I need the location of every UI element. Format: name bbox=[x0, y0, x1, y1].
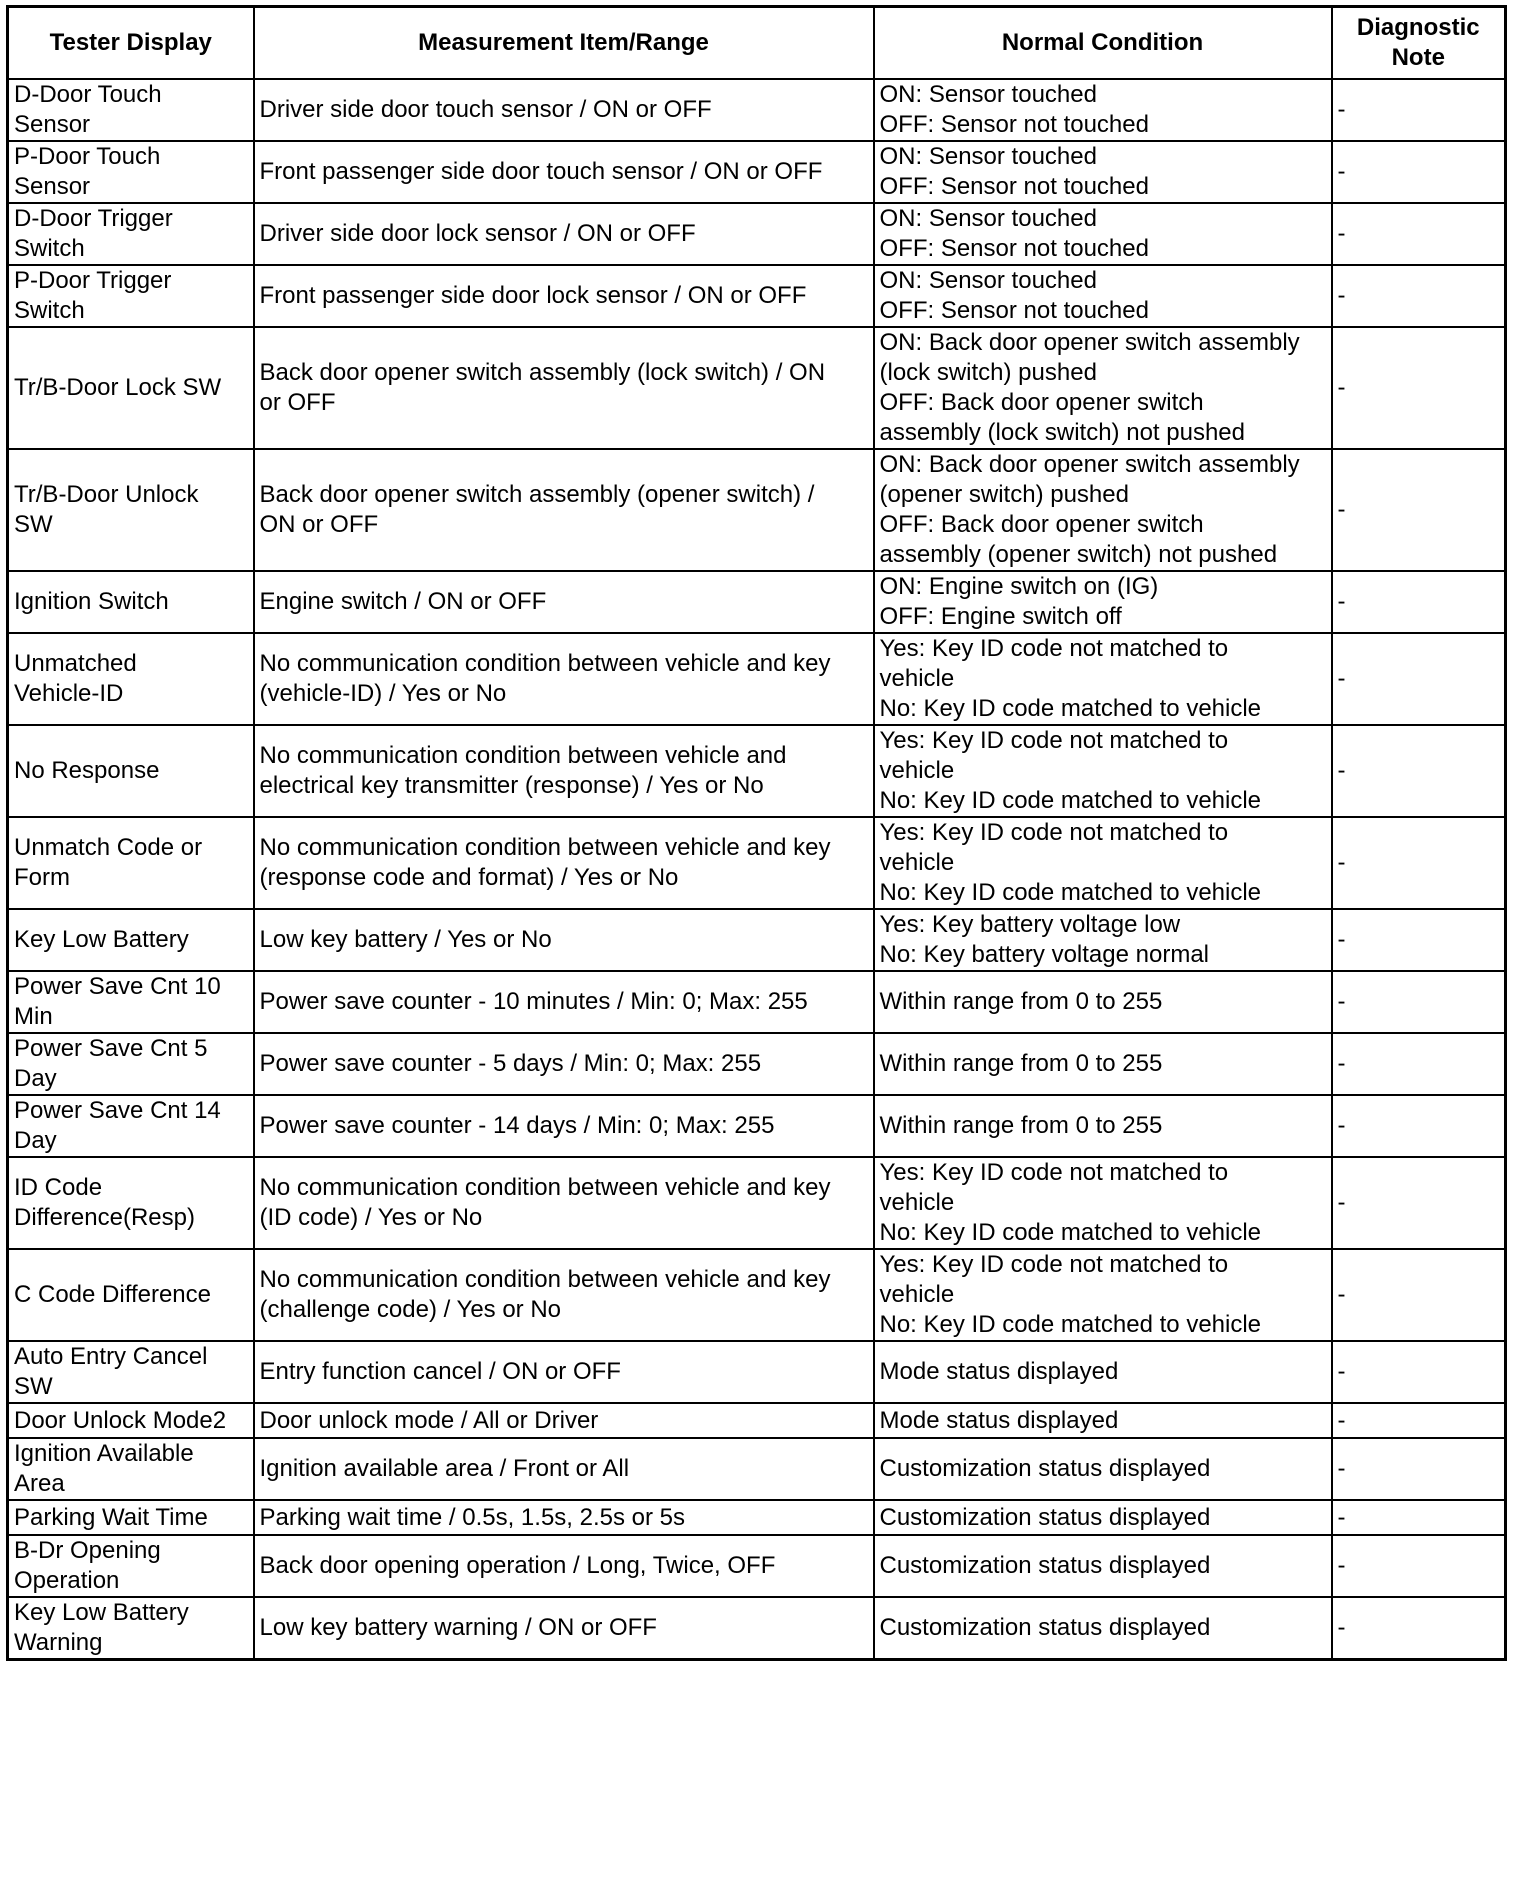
cell-measurement: Parking wait time / 0.5s, 1.5s, 2.5s or 5s bbox=[254, 1500, 874, 1535]
cell-measurement: Door unlock mode / All or Driver bbox=[254, 1403, 874, 1438]
cell-measurement: Power save counter - 10 minutes / Min: 0; Max: 255 bbox=[254, 971, 874, 1033]
cell-tester-display: Power Save Cnt 5 Day bbox=[8, 1033, 254, 1095]
table-row bbox=[8, 1095, 1506, 1157]
cell-diagnostic-note: - bbox=[1332, 633, 1506, 725]
cell-measurement: No communication condition between vehicle and key (vehicle-ID) / Yes or No bbox=[254, 633, 874, 725]
cell-diagnostic-note: - bbox=[1332, 1438, 1506, 1500]
table-row bbox=[8, 1597, 1506, 1660]
table-row bbox=[8, 571, 1506, 633]
cell-diagnostic-note: - bbox=[1332, 909, 1506, 971]
cell-tester-display: Key Low Battery bbox=[8, 909, 254, 971]
cell-tester-display: Power Save Cnt 14 Day bbox=[8, 1095, 254, 1157]
cell-tester-display: Door Unlock Mode2 bbox=[8, 1403, 254, 1438]
cell-tester-display: C Code Difference bbox=[8, 1249, 254, 1341]
cell-normal-condition: Within range from 0 to 255 bbox=[874, 1095, 1332, 1157]
cell-tester-display: Parking Wait Time bbox=[8, 1500, 254, 1535]
cell-normal-condition: ON: Sensor touched OFF: Sensor not touched bbox=[874, 203, 1332, 265]
table-row bbox=[8, 203, 1506, 265]
cell-normal-condition: Customization status displayed bbox=[874, 1500, 1332, 1535]
cell-measurement: No communication condition between vehicle and key (ID code) / Yes or No bbox=[254, 1157, 874, 1249]
cell-measurement: Power save counter - 14 days / Min: 0; Max: 255 bbox=[254, 1095, 874, 1157]
cell-diagnostic-note: - bbox=[1332, 265, 1506, 327]
cell-measurement: Back door opening operation / Long, Twice, OFF bbox=[254, 1535, 874, 1597]
cell-tester-display: Tr/B-Door Lock SW bbox=[8, 327, 254, 449]
cell-diagnostic-note: - bbox=[1332, 571, 1506, 633]
cell-diagnostic-note: - bbox=[1332, 79, 1506, 141]
cell-normal-condition: Yes: Key ID code not matched to vehicle No: Key ID code matched to vehicle bbox=[874, 1249, 1332, 1341]
header-tester-display: Tester Display bbox=[8, 7, 254, 80]
header-measurement: Measurement Item/Range bbox=[254, 7, 874, 80]
cell-measurement: Engine switch / ON or OFF bbox=[254, 571, 874, 633]
cell-tester-display: Power Save Cnt 10 Min bbox=[8, 971, 254, 1033]
cell-diagnostic-note: - bbox=[1332, 327, 1506, 449]
header-diagnostic-note: Diagnostic Note bbox=[1332, 7, 1506, 80]
cell-diagnostic-note: - bbox=[1332, 1249, 1506, 1341]
table-row bbox=[8, 725, 1506, 817]
cell-tester-display: P-Door Trigger Switch bbox=[8, 265, 254, 327]
data-list-table bbox=[6, 5, 1507, 1661]
cell-measurement: Low key battery / Yes or No bbox=[254, 909, 874, 971]
cell-diagnostic-note: - bbox=[1332, 203, 1506, 265]
cell-normal-condition: Yes: Key ID code not matched to vehicle No: Key ID code matched to vehicle bbox=[874, 817, 1332, 909]
table-row bbox=[8, 1403, 1506, 1438]
cell-measurement: Driver side door touch sensor / ON or OFF bbox=[254, 79, 874, 141]
header-row bbox=[8, 7, 1506, 80]
table-row bbox=[8, 1438, 1506, 1500]
cell-tester-display: Ignition Available Area bbox=[8, 1438, 254, 1500]
cell-normal-condition: Yes: Key ID code not matched to vehicle No: Key ID code matched to vehicle bbox=[874, 1157, 1332, 1249]
table-row bbox=[8, 1033, 1506, 1095]
spec-table-wrapper bbox=[6, 5, 1507, 1661]
cell-diagnostic-note: - bbox=[1332, 971, 1506, 1033]
header-normal-condition: Normal Condition bbox=[874, 7, 1332, 80]
cell-normal-condition: Customization status displayed bbox=[874, 1597, 1332, 1660]
cell-measurement: Ignition available area / Front or All bbox=[254, 1438, 874, 1500]
table-row bbox=[8, 817, 1506, 909]
cell-diagnostic-note: - bbox=[1332, 1033, 1506, 1095]
cell-tester-display: No Response bbox=[8, 725, 254, 817]
cell-measurement: No communication condition between vehicle and key (challenge code) / Yes or No bbox=[254, 1249, 874, 1341]
table-row bbox=[8, 909, 1506, 971]
cell-normal-condition: Within range from 0 to 255 bbox=[874, 1033, 1332, 1095]
table-row bbox=[8, 971, 1506, 1033]
table-row bbox=[8, 449, 1506, 571]
cell-normal-condition: Customization status displayed bbox=[874, 1535, 1332, 1597]
cell-normal-condition: ON: Sensor touched OFF: Sensor not touched bbox=[874, 141, 1332, 203]
cell-measurement: Entry function cancel / ON or OFF bbox=[254, 1341, 874, 1403]
cell-normal-condition: Customization status displayed bbox=[874, 1438, 1332, 1500]
cell-tester-display: Tr/B-Door Unlock SW bbox=[8, 449, 254, 571]
cell-tester-display: D-Door Trigger Switch bbox=[8, 203, 254, 265]
cell-measurement: Power save counter - 5 days / Min: 0; Max: 255 bbox=[254, 1033, 874, 1095]
cell-tester-display: Auto Entry Cancel SW bbox=[8, 1341, 254, 1403]
cell-measurement: Low key battery warning / ON or OFF bbox=[254, 1597, 874, 1660]
cell-measurement: Driver side door lock sensor / ON or OFF bbox=[254, 203, 874, 265]
cell-measurement: No communication condition between vehicle and key (response code and format) / Yes or No bbox=[254, 817, 874, 909]
cell-measurement: Back door opener switch assembly (lock switch) / ON or OFF bbox=[254, 327, 874, 449]
cell-diagnostic-note: - bbox=[1332, 1535, 1506, 1597]
cell-tester-display: Unmatch Code or Form bbox=[8, 817, 254, 909]
cell-normal-condition: Within range from 0 to 255 bbox=[874, 971, 1332, 1033]
cell-tester-display: D-Door Touch Sensor bbox=[8, 79, 254, 141]
table-row bbox=[8, 1500, 1506, 1535]
cell-measurement: Front passenger side door touch sensor / ON or OFF bbox=[254, 141, 874, 203]
cell-normal-condition: Mode status displayed bbox=[874, 1403, 1332, 1438]
cell-tester-display: Unmatched Vehicle-ID bbox=[8, 633, 254, 725]
cell-normal-condition: Yes: Key ID code not matched to vehicle No: Key ID code matched to vehicle bbox=[874, 633, 1332, 725]
cell-diagnostic-note: - bbox=[1332, 1157, 1506, 1249]
cell-normal-condition: Mode status displayed bbox=[874, 1341, 1332, 1403]
cell-diagnostic-note: - bbox=[1332, 817, 1506, 909]
cell-measurement: No communication condition between vehicle and electrical key transmitter (response) / Yes or No bbox=[254, 725, 874, 817]
cell-tester-display: B-Dr Opening Operation bbox=[8, 1535, 254, 1597]
cell-measurement: Front passenger side door lock sensor / ON or OFF bbox=[254, 265, 874, 327]
table-row bbox=[8, 141, 1506, 203]
cell-normal-condition: ON: Back door opener switch assembly (lock switch) pushed OFF: Back door opener switch assembly (lock switch) not pushed bbox=[874, 327, 1332, 449]
cell-normal-condition: Yes: Key battery voltage low No: Key battery voltage normal bbox=[874, 909, 1332, 971]
cell-normal-condition: ON: Engine switch on (IG) OFF: Engine switch off bbox=[874, 571, 1332, 633]
cell-tester-display: P-Door Touch Sensor bbox=[8, 141, 254, 203]
cell-diagnostic-note: - bbox=[1332, 1341, 1506, 1403]
cell-tester-display: ID Code Difference(Resp) bbox=[8, 1157, 254, 1249]
cell-tester-display: Key Low Battery Warning bbox=[8, 1597, 254, 1660]
table-row bbox=[8, 1157, 1506, 1249]
cell-measurement: Back door opener switch assembly (opener switch) / ON or OFF bbox=[254, 449, 874, 571]
table-row bbox=[8, 1535, 1506, 1597]
cell-normal-condition: ON: Back door opener switch assembly (opener switch) pushed OFF: Back door opener switch assembly (opener switch) not pushed bbox=[874, 449, 1332, 571]
table-row bbox=[8, 265, 1506, 327]
table-row bbox=[8, 79, 1506, 141]
cell-diagnostic-note: - bbox=[1332, 1095, 1506, 1157]
cell-normal-condition: Yes: Key ID code not matched to vehicle No: Key ID code matched to vehicle bbox=[874, 725, 1332, 817]
table-row bbox=[8, 1341, 1506, 1403]
cell-diagnostic-note: - bbox=[1332, 449, 1506, 571]
cell-diagnostic-note: - bbox=[1332, 725, 1506, 817]
cell-diagnostic-note: - bbox=[1332, 1500, 1506, 1535]
cell-normal-condition: ON: Sensor touched OFF: Sensor not touched bbox=[874, 265, 1332, 327]
table-row bbox=[8, 1249, 1506, 1341]
cell-diagnostic-note: - bbox=[1332, 141, 1506, 203]
cell-normal-condition: ON: Sensor touched OFF: Sensor not touched bbox=[874, 79, 1332, 141]
cell-tester-display: Ignition Switch bbox=[8, 571, 254, 633]
cell-diagnostic-note: - bbox=[1332, 1403, 1506, 1438]
table-row bbox=[8, 327, 1506, 449]
table-row bbox=[8, 633, 1506, 725]
cell-diagnostic-note: - bbox=[1332, 1597, 1506, 1660]
